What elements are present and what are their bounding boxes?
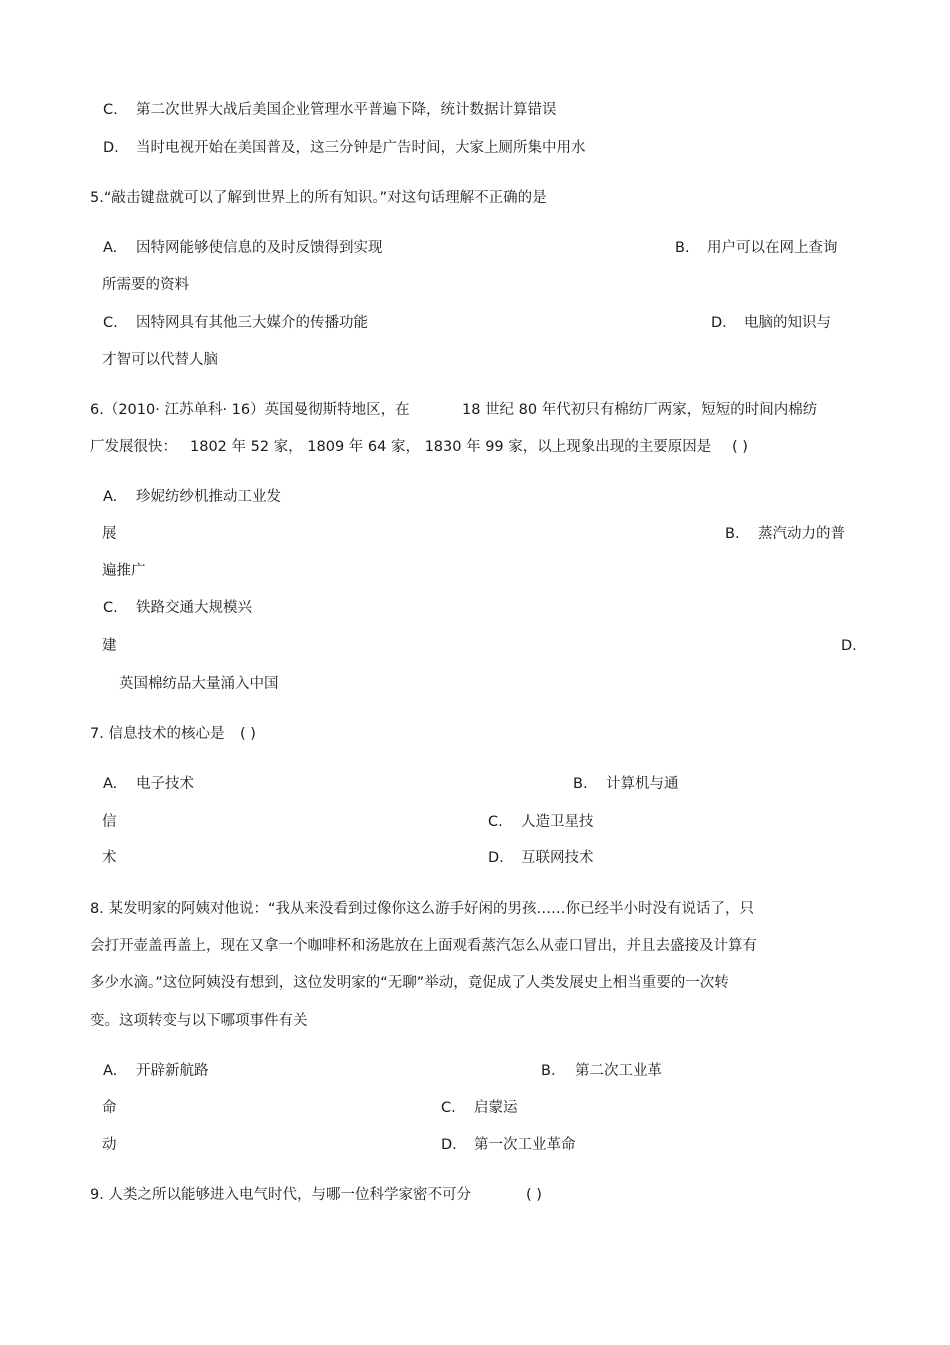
- q6-option-b-text-cont: 遍推广: [102, 563, 146, 579]
- q6-option-a-letter: A.: [103, 489, 118, 505]
- q4-option-c-text: 第二次世界大战后美国企业管理水平普遍下降，统计数据计算错误: [136, 102, 557, 118]
- q6-option-d-text: 英国棉纺品大量涌入中国: [119, 676, 279, 692]
- q5-option-d-text: 电脑的知识与: [744, 315, 831, 331]
- q8-option-d-text: 第一次工业革命: [474, 1137, 576, 1153]
- q7-option-b-text-cont: 信: [102, 814, 117, 830]
- q4-option-c-letter: C.: [103, 102, 118, 118]
- q6-stem-line2-a: 厂发展很快：: [90, 439, 177, 455]
- q5-option-b-letter: B.: [675, 240, 690, 256]
- q8-option-a-text: 开辟新航路: [136, 1063, 209, 1079]
- q4-option-d-letter: D.: [103, 140, 119, 156]
- q7-option-d-text: 互联网技术: [521, 850, 594, 866]
- q8-stem-line1: 8. 某发明家的阿姨对他说：“我从来没看到过像你这么游手好闲的男孩……你已经半小时没有说话了，只: [90, 901, 754, 917]
- q8-stem-line3: 多少水滴。”这位阿姨没有想到，这位发明家的“无聊”举动，竟促成了人类发展史上相当重要的一次转: [90, 975, 729, 991]
- q5-option-a-letter: A.: [103, 240, 118, 256]
- q5-stem: 5.“敲击键盘就可以了解到世界上的所有知识。”对这句话理解不正确的是: [90, 190, 547, 206]
- q7-option-b-letter: B.: [573, 776, 588, 792]
- q4-option-d-text: 当时电视开始在美国普及，这三分钟是广告时间，大家上厕所集中用水: [136, 140, 586, 156]
- q7-option-a-letter: A.: [103, 776, 118, 792]
- q7-answer-paren: ( ): [240, 726, 256, 742]
- q5-option-c-text: 因特网具有其他三大媒介的传播功能: [136, 315, 368, 331]
- q6-stem-line1-b: 18 世纪 80 年代初只有棉纺厂两家，短短的时间内棉纺: [462, 402, 818, 418]
- q6-option-c-text: 铁路交通大规模兴: [136, 600, 252, 616]
- q8-stem-line2: 会打开壶盖再盖上，现在又拿一个咖啡杯和汤匙放在上面观看蒸汽怎么从壶口冒出，并且去盛接及计算有: [90, 938, 757, 954]
- q6-stem-line2-b: 1802 年 52 家， 1809 年 64 家， 1830 年 99 家，以上现象出现的主要原因是: [190, 439, 712, 455]
- q7-option-c-text-cont: 术: [102, 850, 117, 866]
- q8-option-d-letter: D.: [441, 1137, 457, 1153]
- q6-option-b-letter: B.: [725, 526, 740, 542]
- q6-option-a-text: 珍妮纺纱机推动工业发: [136, 489, 281, 505]
- q8-option-a-letter: A.: [103, 1063, 118, 1079]
- q5-option-d-text-cont: 才智可以代替人脑: [102, 352, 218, 368]
- q6-option-d-letter: D.: [841, 638, 857, 654]
- q7-option-a-text: 电子技术: [136, 776, 194, 792]
- q7-option-b-text: 计算机与通: [606, 776, 679, 792]
- q9-answer-paren: ( ): [526, 1187, 542, 1203]
- q6-option-c-letter: C.: [103, 600, 118, 616]
- q5-option-b-text: 用户可以在网上查询: [707, 240, 838, 256]
- q8-option-c-text-cont: 动: [102, 1137, 117, 1153]
- q6-answer-paren: ( ): [732, 439, 748, 455]
- q6-option-b-text: 蒸汽动力的普: [758, 526, 845, 542]
- q7-option-c-text: 人造卫星技: [521, 814, 594, 830]
- q8-option-b-text-cont: 命: [102, 1100, 117, 1116]
- q5-option-c-letter: C.: [103, 315, 118, 331]
- q8-option-c-text: 启蒙运: [474, 1100, 518, 1116]
- q8-option-c-letter: C.: [441, 1100, 456, 1116]
- q6-option-c-text-cont: 建: [102, 638, 117, 654]
- q5-option-a-text: 因特网能够使信息的及时反馈得到实现: [136, 240, 383, 256]
- q6-option-a-text-cont: 展: [102, 526, 117, 542]
- q5-option-d-letter: D.: [711, 315, 727, 331]
- q5-option-b-text-cont: 所需要的资料: [102, 277, 189, 293]
- q8-option-b-letter: B.: [541, 1063, 556, 1079]
- q7-stem: 7. 信息技术的核心是: [90, 726, 225, 742]
- q7-option-c-letter: C.: [488, 814, 503, 830]
- q7-option-d-letter: D.: [488, 850, 504, 866]
- q8-stem-line4: 变。这项转变与以下哪项事件有关: [90, 1013, 308, 1029]
- q6-stem-line1-a: 6.（2010· 江苏单科· 16）英国曼彻斯特地区，在: [90, 402, 410, 418]
- q9-stem: 9. 人类之所以能够进入电气时代，与哪一位科学家密不可分: [90, 1187, 471, 1203]
- q8-option-b-text: 第二次工业革: [575, 1063, 662, 1079]
